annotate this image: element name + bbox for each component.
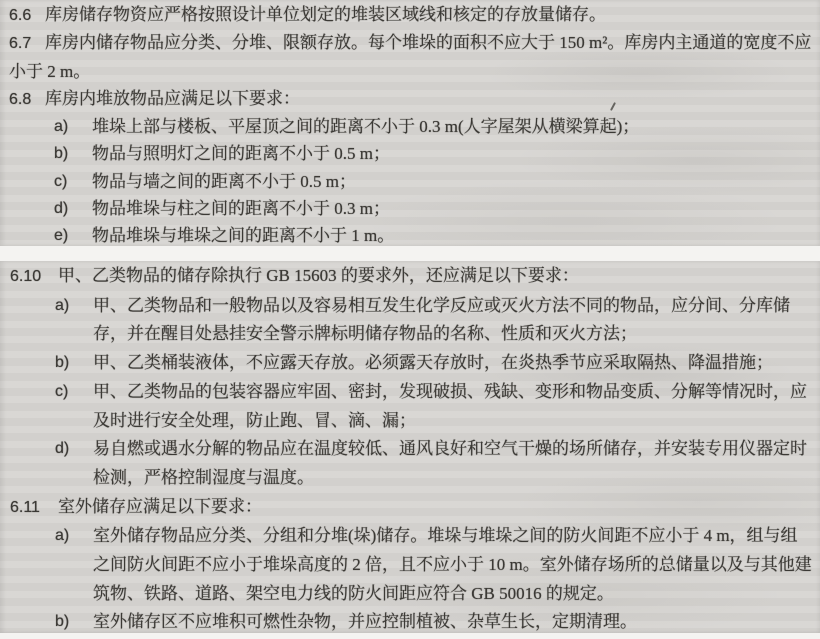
subitem-label: a)	[55, 296, 70, 314]
subitem-text: 物品堆垛与柱之间的距离不小于 0.3 m；	[92, 199, 390, 219]
subitem-label: d)	[55, 440, 70, 458]
clause-text: 库房储存物资应严格按照设计单位划定的堆装区域线和核定的存放量储存。	[45, 5, 606, 24]
subitem-label: b)	[55, 613, 70, 631]
subitem-6-8-b	[9, 140, 812, 167]
subitem-6-8-e	[9, 222, 812, 249]
document-block-top	[0, 0, 820, 246]
clause-text: 库房内储存物品应分类、分堆、限额存放。每个堆垛的面积不应大于 150 m²。库房内主通道的宽度不应小于 2 m。	[9, 33, 812, 81]
subitem-6-11-a	[10, 522, 812, 608]
subitem-6-8-d	[9, 195, 812, 222]
clause-6-11	[10, 493, 812, 523]
clause-6-10	[10, 262, 812, 292]
subitem-6-10-d	[10, 435, 812, 492]
subitem-label: c)	[55, 382, 69, 400]
clause-6-7	[9, 29, 812, 85]
subitem-text: 物品与墙之间的距离不小于 0.5 m；	[92, 171, 356, 191]
clause-number: 6.6	[9, 7, 32, 24]
clause-number: 6.8	[9, 90, 32, 108]
subitem-label: c)	[54, 172, 68, 190]
subitem-text: 易自燃或遇水分解的物品应在温度较低、通风良好和空气干燥的场所储存，并安装专用仪器定时检测，严格控制湿度与温度。	[93, 439, 807, 487]
clause-number: 6.10	[10, 268, 42, 285]
subitem-label: d)	[54, 200, 69, 218]
clause-number: 6.7	[9, 35, 32, 53]
subitem-label: b)	[54, 145, 69, 163]
clause-text: 室外储存应满足以下要求：	[58, 496, 262, 516]
subitem-6-10-b	[10, 349, 812, 378]
subitem-6-10-a	[10, 292, 812, 349]
subitem-text: 室外储存区不应堆积可燃性杂物，并应控制植被、杂草生长，定期清理。	[93, 612, 637, 632]
subitem-text: 物品堆垛与堆垛之间的距离不小于 1 m。	[92, 226, 395, 246]
subitem-label: a)	[55, 527, 70, 545]
subitem-label: a)	[54, 118, 69, 136]
subitem-6-11-b	[10, 608, 812, 637]
subitem-text: 甲、乙类桶装液体，不应露天存放。必须露天存放时，在炎热季节应采取隔热、降温措施；	[93, 353, 773, 373]
subitem-6-10-c	[10, 378, 812, 435]
subitem-text: 物品与照明灯之间的距离不小于 0.5 m；	[92, 144, 390, 164]
clause-text: 库房内堆放物品应满足以下要求：	[45, 88, 300, 108]
subitem-6-8-c	[9, 168, 812, 195]
subitem-text: 堆垛上部与楼板、平屋顶之间的距离不小于 0.3 m(人字屋架从横梁算起)；	[92, 117, 640, 137]
subitem-label: e)	[54, 227, 69, 245]
subitem-text: 甲、乙类物品的包装容器应牢固、密封，发现破损、残缺、变形和物品变质、分解等情况时，应及时进行安全处理，防止跑、冒、滴、漏；	[93, 381, 807, 430]
subitem-text: 甲、乙类物品和一般物品以及容易相互发生化学反应或灭火方法不同的物品，应分间、分库储存，并在醒目处悬挂安全警示牌标明储存物品的名称、性质和灭火方法；	[93, 295, 790, 344]
subitem-text: 室外储存物品应分类、分组和分堆(垛)储存。堆垛与堆垛之间的防火间距不应小于 4 m，组与组之间防火间距不应小于堆垛高度的 2 倍，且不应小于 10 m。室外储存场所的总储量以及与其他建筑物、铁路、道路、架空电力线的防火间距应符合 GB 50016 的规定。	[93, 526, 812, 603]
document-block-bottom	[0, 261, 820, 633]
clause-6-8	[9, 85, 812, 113]
clause-6-6	[9, 1, 812, 29]
clause-number: 6.11	[10, 498, 40, 516]
clause-text: 甲、乙类物品的储存除执行 GB 15603 的要求外，还应满足以下要求：	[58, 266, 579, 285]
subitem-6-8-a	[9, 113, 812, 140]
subitem-label: b)	[55, 354, 70, 372]
